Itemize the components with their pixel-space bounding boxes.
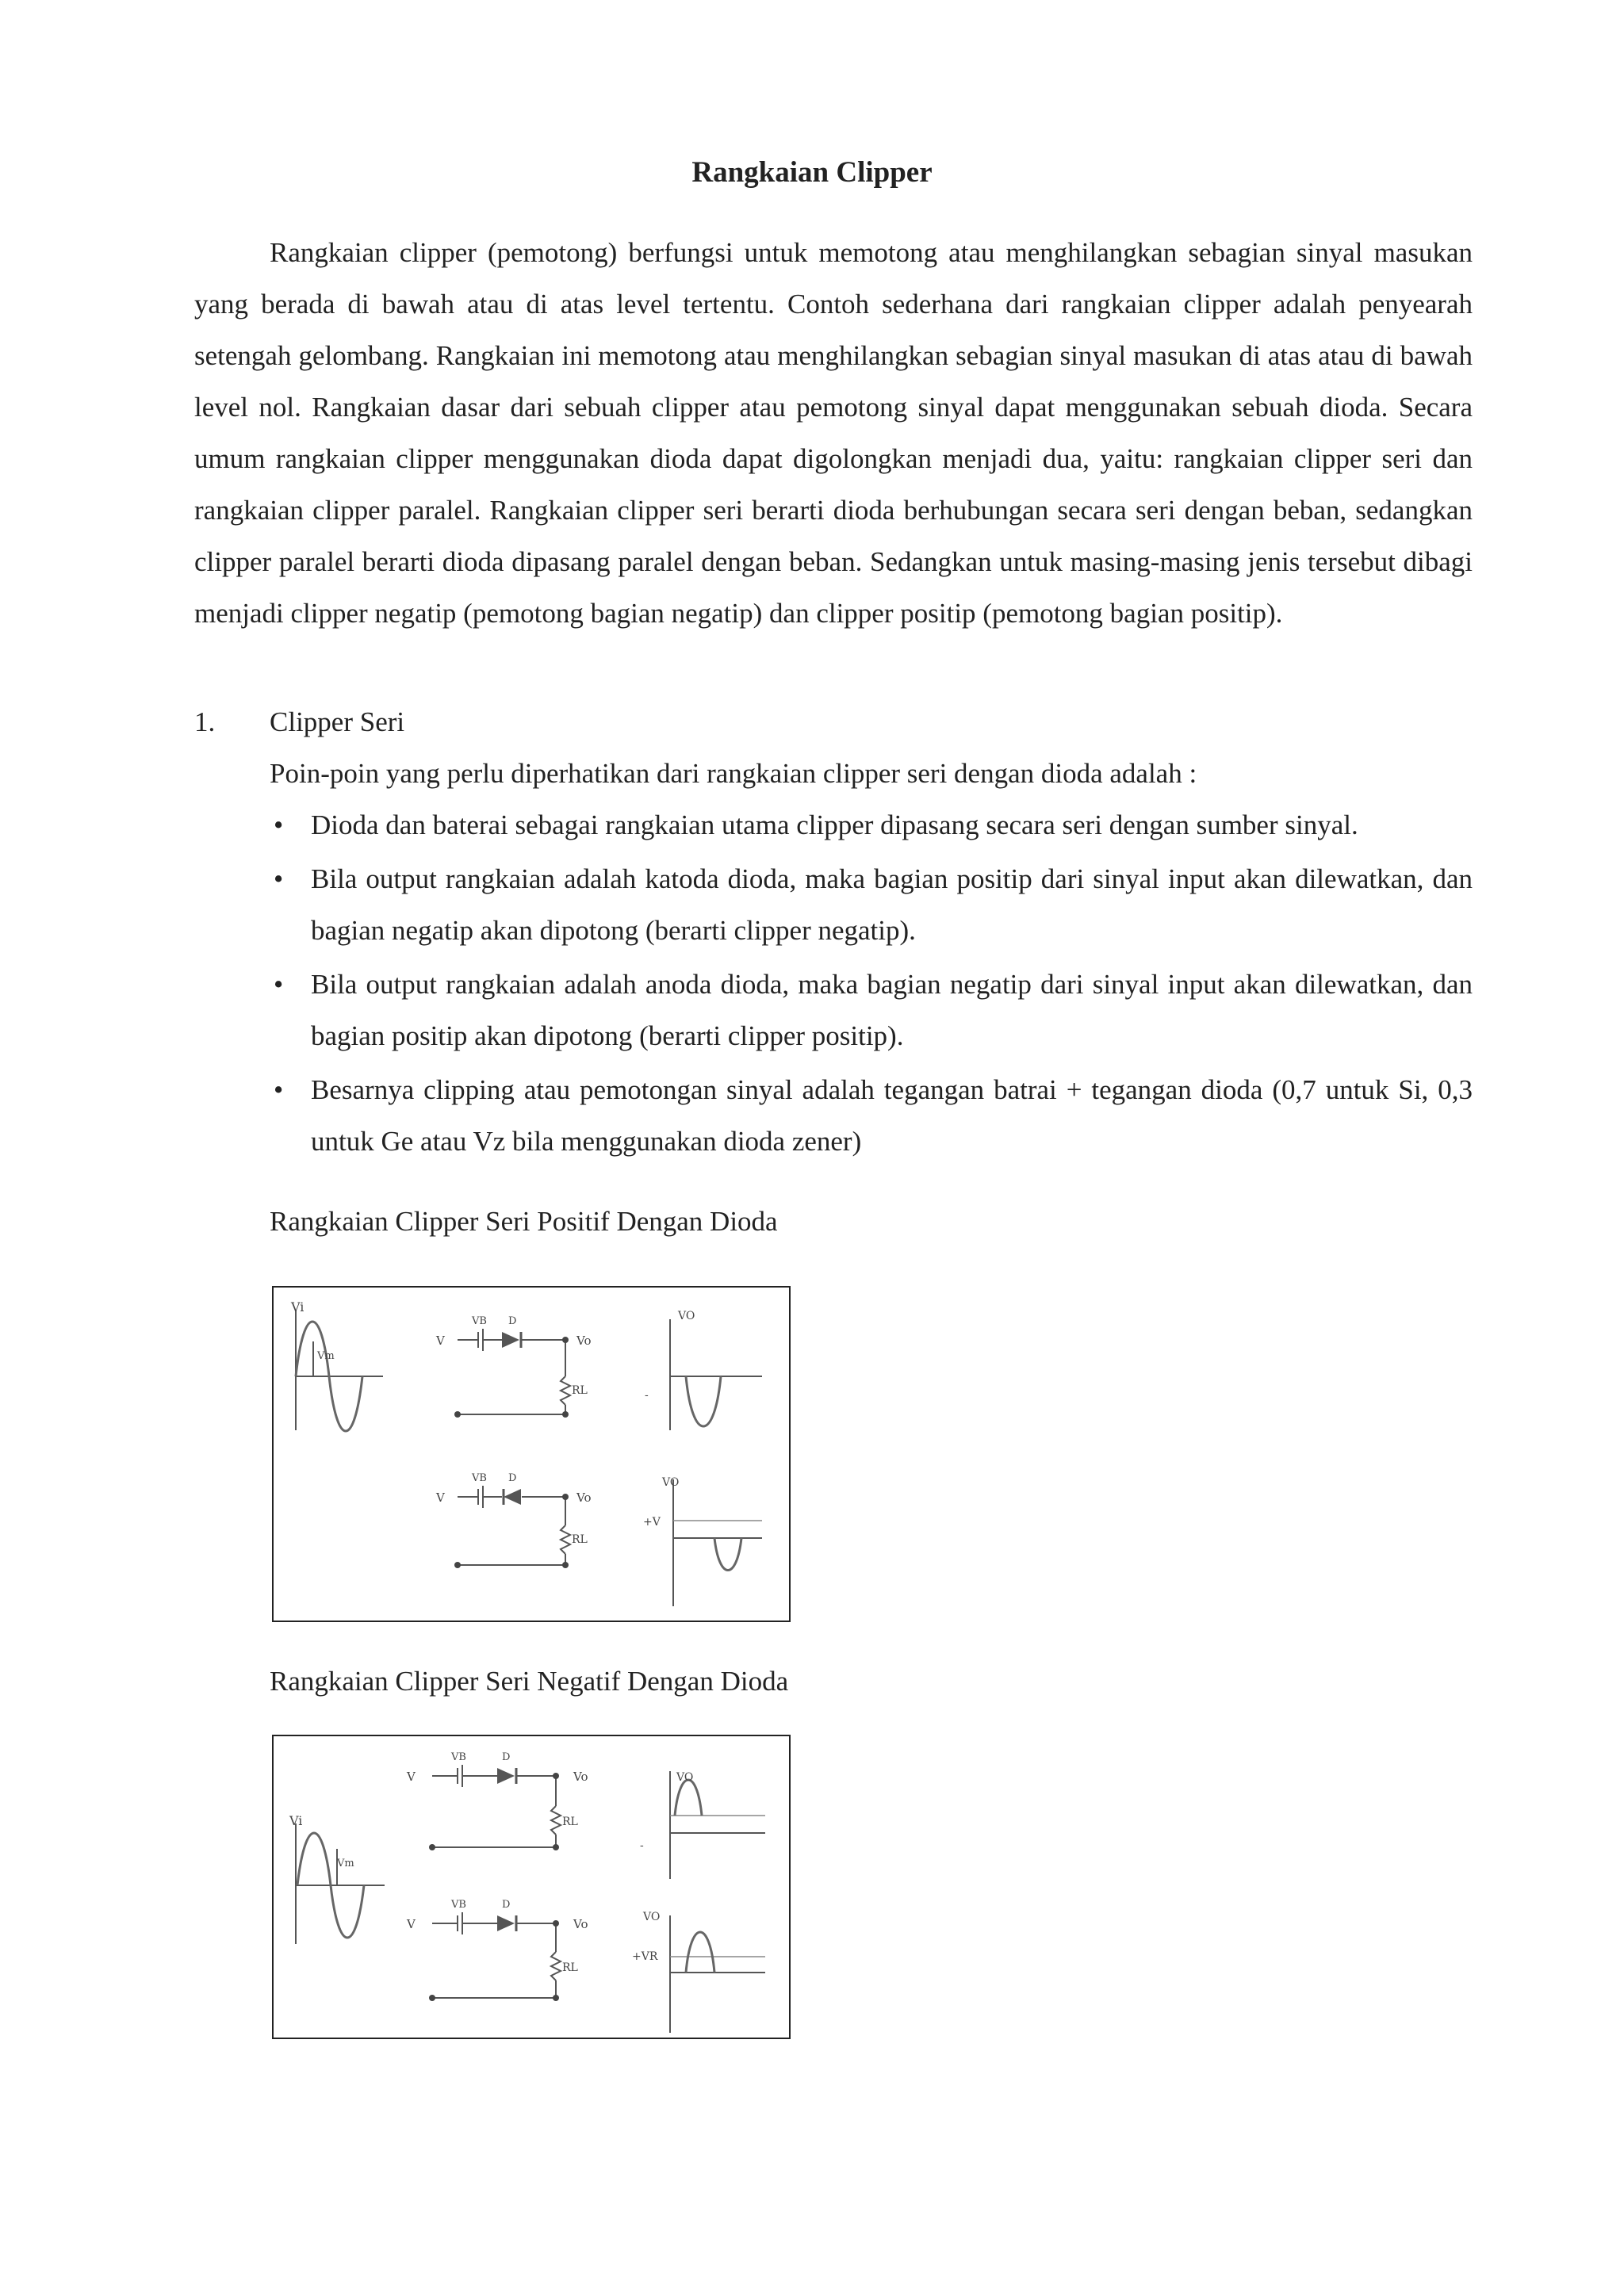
vi-label: Vi [289,1813,303,1828]
v-label: V [436,1490,445,1505]
figure2-box [272,1735,791,2039]
terminal-dot [553,1920,559,1927]
v-label: V [407,1770,416,1784]
figure2-circuit-diagram [274,1736,789,2038]
d-label: D [502,1899,511,1911]
list-item [270,853,1473,956]
section-number: 1. [194,706,216,737]
vo-axis-label: VO [676,1771,694,1784]
vo-label: Vo [573,1917,588,1931]
bullet-icon: • [274,969,284,1000]
vo-label: Vo [573,1770,588,1784]
rl-label: RL [572,1384,588,1397]
diode-icon [504,1489,521,1505]
d-label: D [508,1315,517,1327]
vo-label: Vo [576,1490,592,1505]
bullet-icon: • [274,863,284,894]
vo-label: Vo [576,1334,592,1348]
terminal-dot [562,1337,569,1343]
output-waveform [686,1932,714,1973]
diode-icon [502,1332,519,1348]
terminal-dot [454,1562,461,1568]
terminal-dot [553,1773,559,1779]
intro-paragraph [194,227,1473,639]
list-item-text: Bila output rangkaian adalah katoda dioda, maka bagian positip dari sinyal input akan dilewatkan, dan bagian negatip akan dipotong (berarti clipper negatip). [311,863,1473,946]
terminal-dot [562,1494,569,1500]
d-label: D [502,1751,511,1763]
bullet-icon: • [274,1074,284,1105]
rl-label: RL [562,1816,578,1828]
list-item-text: Bila output rangkaian adalah anoda dioda, maka bagian negatip dari sinyal input akan dilewatkan, dan bagian positip akan dipotong (berarti clipper positip). [311,969,1473,1051]
v-label: V [436,1334,445,1348]
list-item-text: Dioda dan baterai sebagai rangkaian utama clipper dipasang secara seri dengan sumber sinyal. [311,809,1358,840]
figure1-circuit-diagram [274,1288,789,1621]
intro-text: Rangkaian clipper (pemotong) berfungsi untuk memotong atau menghilangkan sebagian sinyal masukan yang berada di bawah atau di atas level tertentu. Contoh sederhana dari rangkaian clipper adalah penyearah setengah gelombang. Rangkaian ini memotong atau menghilangkan sebagian sinyal masukan di atas atau di bawah level nol. Rangkaian dasar dari sebuah clipper atau pemotong sinyal dapat menggunakan sebuah dioda. Secara umum rangkaian clipper menggunakan dioda dapat digolongkan menjadi dua, yaitu: rangkaian clipper seri dan rangkaian clipper paralel. Rangkaian clipper seri berarti dioda berhubungan secara seri dengan beban, sedangkan clipper paralel berarti dioda dipasang paralel dengan beban. Sedangkan untuk masing-masing jenis tersebut dibagi menjadi clipper negatip (pemotong bagian negatip) dan clipper positip (pemotong bagian positip). [194,237,1473,629]
terminal-dot [429,1995,435,2001]
bullet-icon: • [274,809,284,840]
output-waveform [714,1538,741,1571]
list-item-text: Besarnya clipping atau pemotongan sinyal adalah tegangan batrai + tegangan dioda (0,7 untuk Si, 0,3 untuk Ge atau Vz bila menggunakan dioda zener) [311,1074,1473,1157]
diode-icon [497,1915,515,1931]
section-lead-text: Poin-poin yang perlu diperhatikan dari rangkaian clipper seri dengan dioda adalah : [270,758,1197,789]
resistor [551,1806,561,1835]
vb-label: VB [472,1315,487,1327]
section-heading: Clipper Seri [270,706,405,737]
figure1-caption: Rangkaian Clipper Seri Positif Dengan Dioda [270,1206,778,1237]
output-waveform [675,1780,702,1816]
vi-label: Vi [291,1299,304,1314]
list-item [270,959,1473,1062]
plus-v-label: +V [643,1516,661,1529]
terminal-dot [562,1562,569,1568]
terminal-dot [454,1411,461,1418]
vb-label: VB [451,1751,466,1763]
resistor [551,1952,561,1980]
terminal-dot [553,1844,559,1850]
vb-label: VB [472,1472,487,1484]
vo-axis-label: VO [662,1476,680,1489]
vo-axis-label: VO [643,1911,661,1923]
terminal-dot [553,1995,559,2001]
diode-icon [497,1768,515,1784]
figure2-caption: Rangkaian Clipper Seri Negatif Dengan Dioda [270,1666,789,1697]
terminal-dot [429,1844,435,1850]
v-label: V [407,1917,416,1931]
output-waveform [686,1376,721,1426]
terminal-dot [562,1411,569,1418]
vm-label: Vm [337,1858,354,1869]
bullet-list [270,799,1473,1169]
resistor [561,1525,570,1554]
list-item [270,1064,1473,1167]
figure1-box [272,1286,791,1622]
dash-label: - [645,1389,649,1402]
dash-label: - [640,1839,644,1852]
rl-label: RL [562,1961,578,1974]
rl-label: RL [572,1533,588,1546]
list-item [270,799,1473,851]
vm-label: Vm [317,1350,335,1362]
plus-vr-label: +VR [632,1950,658,1963]
d-label: D [508,1472,517,1484]
vo-axis-label: VO [678,1310,695,1322]
resistor [561,1376,570,1405]
page-title: Rangkaian Clipper [691,156,933,189]
vb-label: VB [451,1899,466,1911]
